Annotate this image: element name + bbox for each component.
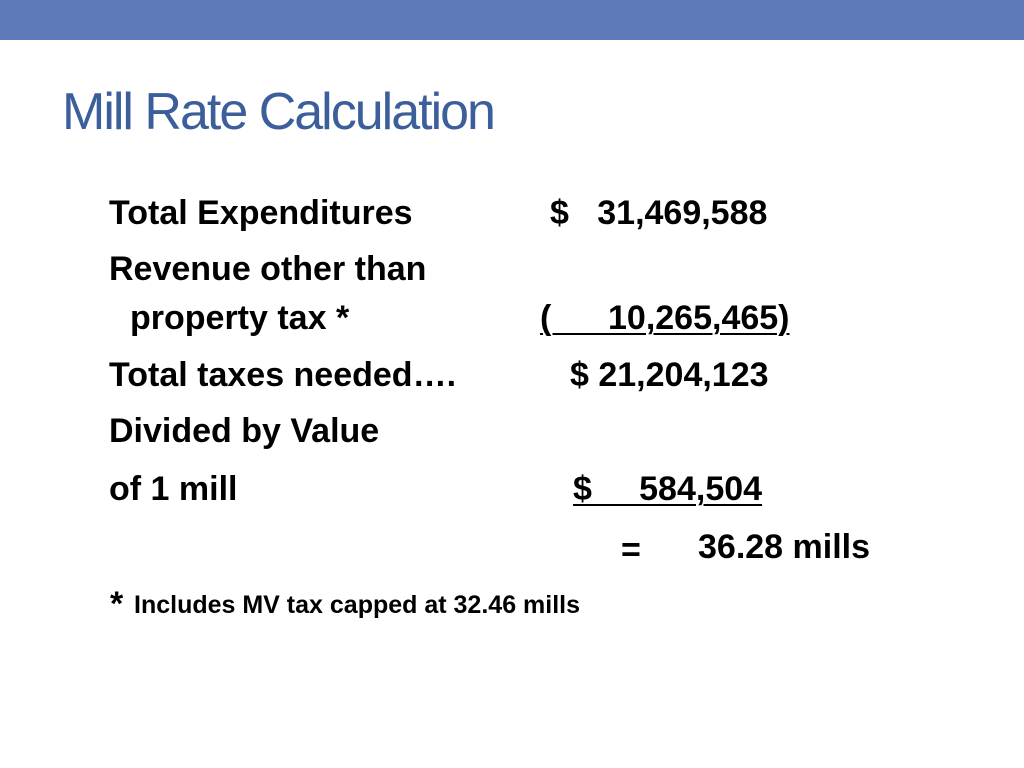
- value-of-one-mill: $ 584,504: [573, 470, 763, 508]
- top-accent-bar: [0, 0, 1024, 40]
- revenue-other-label-line2: property tax *: [130, 299, 350, 337]
- footnote-text: Includes MV tax capped at 32.46 mills: [134, 591, 581, 619]
- slide-title: Mill Rate Calculation: [62, 83, 494, 141]
- revenue-other-value: ( 10,265,465): [540, 299, 790, 337]
- divided-by-label-line1: Divided by Value: [109, 412, 380, 450]
- total-taxes-value: $ 21,204,123: [570, 356, 769, 394]
- total-expenditures-value: $ 31,469,588: [550, 194, 768, 232]
- total-expenditures-label: Total Expenditures: [109, 194, 413, 232]
- equals-sign: =: [621, 531, 641, 569]
- mill-rate-result: 36.28 mills: [698, 528, 871, 566]
- total-taxes-label: Total taxes needed….: [109, 356, 457, 394]
- divided-by-label-line2: of 1 mill: [109, 470, 238, 508]
- revenue-other-label-line1: Revenue other than: [109, 250, 427, 288]
- footnote-marker: *: [110, 585, 124, 623]
